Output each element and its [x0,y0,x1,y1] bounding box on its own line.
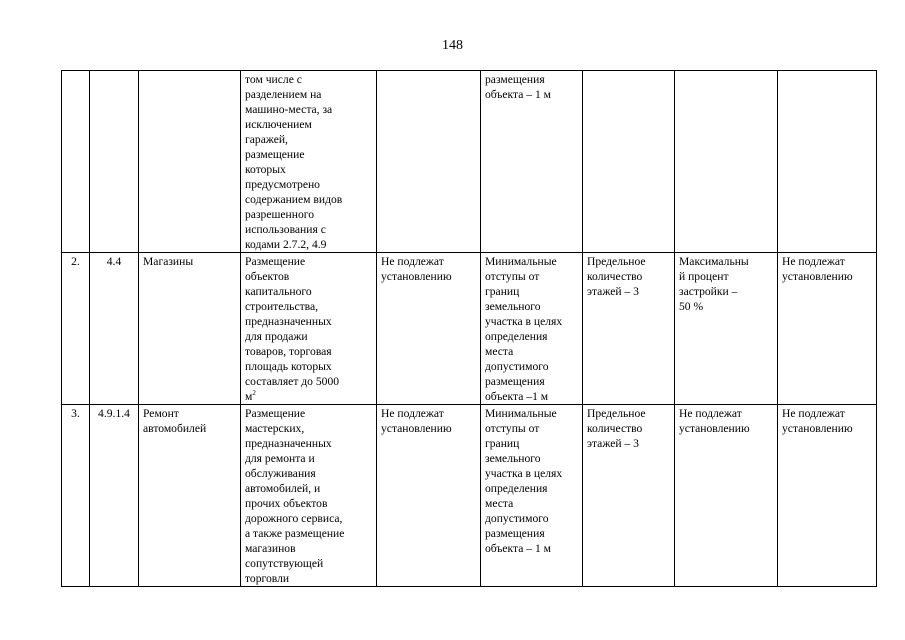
use-code-cell [90,71,139,253]
use-name-cell: Ремонт автомобилей [139,405,241,587]
coverage-cell [675,71,778,253]
land-use-regulations-table [61,70,877,587]
use-code-cell: 4.9.1.4 [90,405,139,587]
page-number: 148 [442,38,463,53]
coverage-cell: Не подлежат установлению [675,405,778,587]
setbacks-cell: Минимальные отступы от границ земельного участка в целях определения места допустимого размещения объекта – 1 м [481,405,583,587]
use-name-cell: Магазины [139,253,241,405]
use-name-cell [139,71,241,253]
floors-cell: Предельное количество этажей – 3 [583,253,675,405]
floors-cell: Предельное количество этажей – 3 [583,405,675,587]
plot-area-cell: Не подлежат установлению [377,253,481,405]
coverage-cell: Максимальны й процент застройки – 50 % [675,253,778,405]
other-params-cell: Не подлежат установлению [778,253,877,405]
table-row [62,405,877,587]
row-number-cell: 2. [62,253,90,405]
use-description-cell: том числе с разделением на машино-места, за исключением гаражей, размещение которых предусмотрено содержанием видов разрешенного использования с кодами 2.7.2, 4.9 [241,71,377,253]
superscript-squared: 2 [252,389,256,398]
description-text: Размещение объектов капитального строительства, предназначенных для продажи товаров, торговая площадь которых составляет до 5000 м [245,255,340,403]
plot-area-cell: Не подлежат установлению [377,405,481,587]
row-number-cell [62,71,90,253]
row-number-cell: 3. [62,405,90,587]
use-description-cell: Размещение мастерских, предназначенных для ремонта и обслуживания автомобилей, и прочих объектов дорожного сервиса, а также размещение магазинов сопутствующей торговли [241,405,377,587]
other-params-cell: Не подлежат установлению [778,405,877,587]
use-code-cell: 4.4 [90,253,139,405]
setbacks-cell: Минимальные отступы от границ земельного участка в целях определения места допустимого размещения объекта –1 м [481,253,583,405]
use-description-cell [241,253,377,405]
other-params-cell [778,71,877,253]
table-row [62,253,877,405]
plot-area-cell [377,71,481,253]
table-row [62,71,877,253]
floors-cell [583,71,675,253]
setbacks-cell: размещения объекта – 1 м [481,71,583,253]
